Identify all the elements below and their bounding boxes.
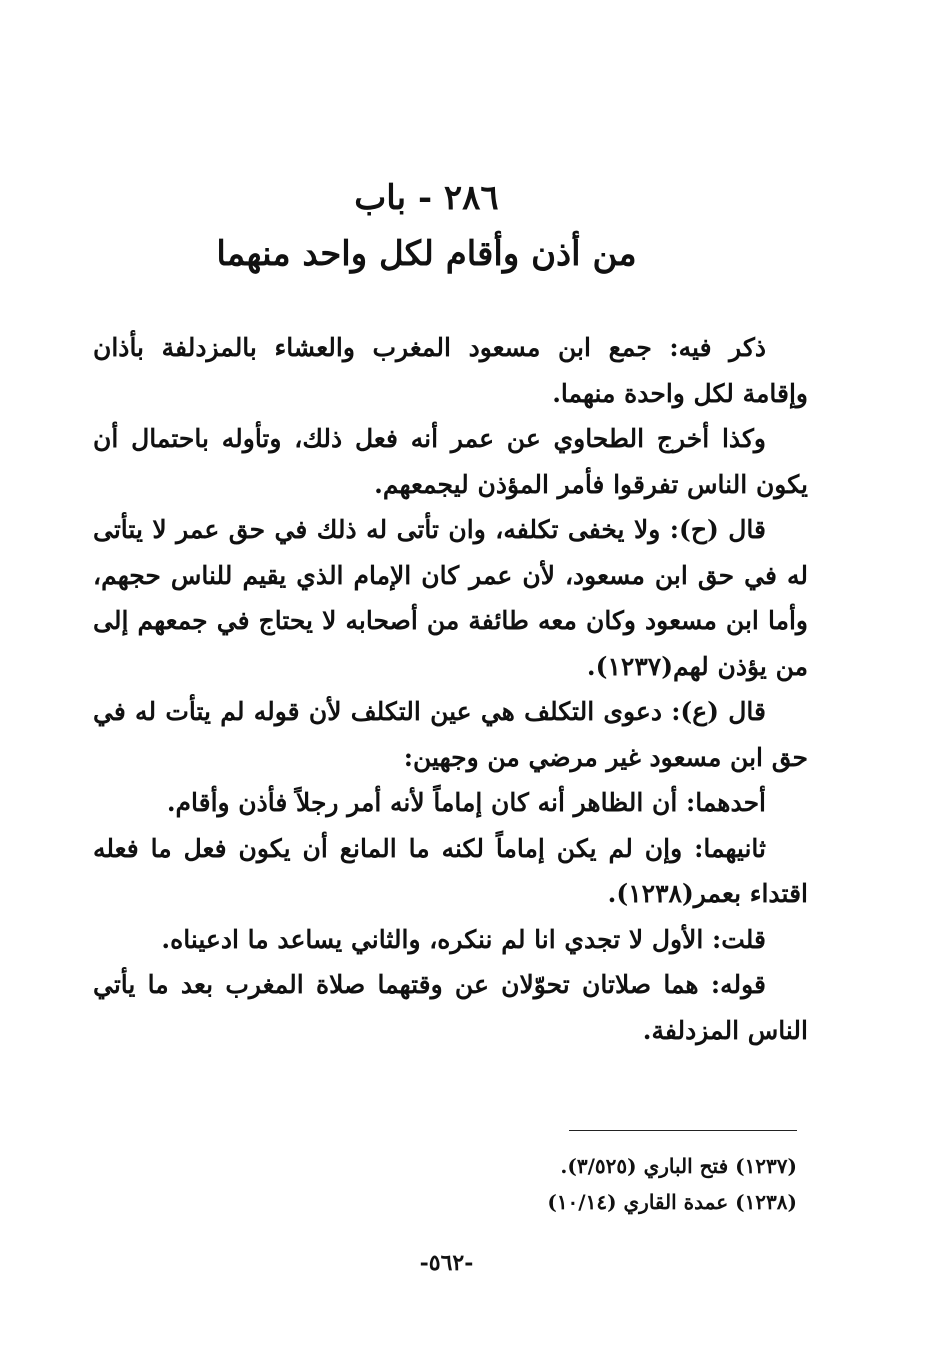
footnote-2: (١٢٣٨) عمدة القاري (١٠/١٤)	[547, 1190, 797, 1214]
body-text	[93, 325, 808, 1053]
footnote-divider	[569, 1130, 797, 1131]
paragraph-7: قلت: الأول لا تجدي انا لم ننكره، والثاني يساعد ما ادعيناه.	[161, 924, 766, 954]
paragraph-6: ثانيهما: وإن لم يكن إماماً لكنه ما المانع أن يكون فعل ما فعله اقتداء بعمر(١٢٣٨).	[93, 833, 808, 908]
paragraph-5: أحدهما: أن الظاهر أنه كان إماماً لأنه أمر رجلاً فأذن وأقام.	[166, 788, 766, 817]
chapter-number: ٢٨٦ - باب	[354, 178, 499, 218]
paragraph-8: قوله: هما صلاتان تحوّلان عن وقتهما صلاة المغرب بعد ما يأتي الناس المزدلفة.	[93, 970, 808, 1045]
paragraph-1: ذكر فيه: جمع ابن مسعود المغرب والعشاء بالمزدلفة بأذان وإقامة لكل واحدة منهما.	[93, 333, 808, 408]
footnotes	[397, 1148, 797, 1220]
paragraph-3: قال (ح): ولا يخفى تكلفه، وان تأتى له ذلك في حق عمر لا يتأتى له في حق ابن مسعود، لأن عمر كان الإمام الذي يقيم للناس حجهم، وأما ابن مسعود وكان معه طائفة من أصحابه لا يحتاج في جمعهم إلى من يؤذن لهم(١٢٣٧).	[93, 515, 808, 681]
chapter-title: من أذن وأقام لكل واحد منهما	[216, 234, 637, 274]
page-number: -٥٦٢-	[419, 1250, 474, 1276]
paragraph-4: قال (ع): دعوى التكلف هي عين التكلف لأن قوله لم يتأت له في حق ابن مسعود غير مرضي من وجهين:	[93, 697, 808, 772]
footnote-1: (١٢٣٧) فتح الباري (٣/٥٢٥).	[560, 1154, 797, 1178]
paragraph-2: وكذا أخرج الطحاوي عن عمر أنه فعل ذلك، وتأوله باحتمال أن يكون الناس تفرقوا فأمر المؤذن ليجمعهم.	[93, 424, 808, 499]
